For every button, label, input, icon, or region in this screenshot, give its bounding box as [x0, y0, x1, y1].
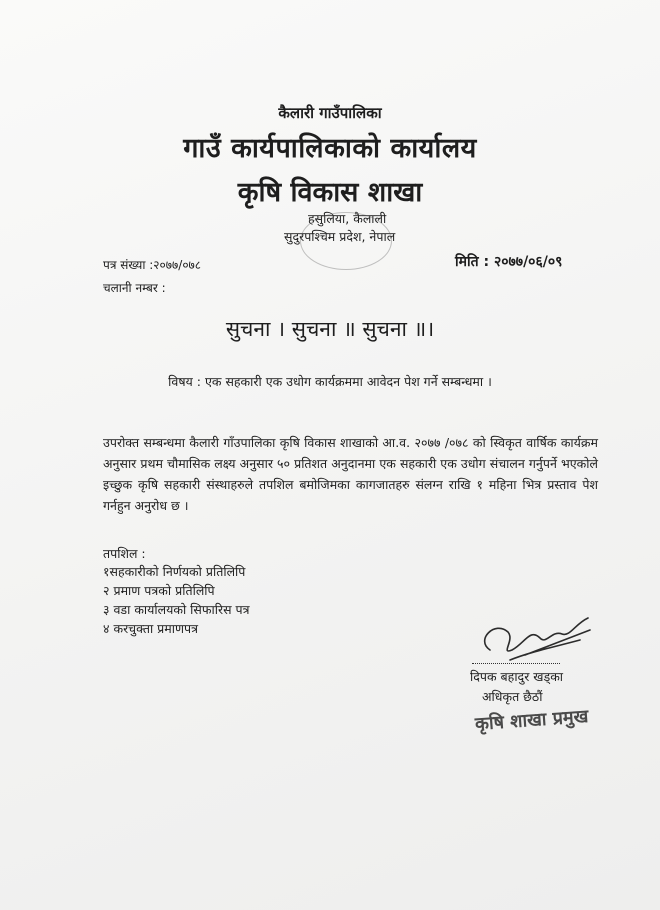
letter-body: उपरोक्त सम्बन्धमा कैलारी गाँउपालिका कृषि विकास शाखाको आ.व. २०७७ /०७८ को स्विकृत वार्षिक कार्यक्रम अनुसार प्रथम चौमासिक लक्ष्य अनुसार ५० प्रतिशत अनुदानमा एक सहकारी एक उधोग संचालन गर्नुपर्ने भएकोले इच्छुक कृषि सहकारी संस्थाहरुले तपशिल बमोजिमका कागजातहरु संलग्न राखि १ महिना भित्र प्रस्ताव पेश गर्नहुन अनुरोध छ । [103, 435, 598, 513]
list-item: २ प्रमाण पत्रको प्रतिलिपि [103, 583, 215, 598]
signatory-title: अधिकृत छैठौं [482, 689, 543, 704]
list-item: १सहकारीको निर्णयको प्रतिलिपि [103, 564, 246, 579]
office-title: गाउँ कार्यपालिकाको कार्यालय [183, 133, 477, 164]
address-line-2: सुदुरपश्चिम प्रदेश, नेपाल [284, 229, 396, 244]
list-item: ३ वडा कार्यालयको सिफारिस पत्र [103, 602, 250, 617]
signature-scribble [470, 610, 600, 670]
notice-title: सुचना । सुचना ॥ सुचना ॥। [225, 317, 435, 341]
office-seal [300, 212, 392, 270]
signature-line [472, 663, 560, 664]
branch-title: कृषि विकास शाखा [237, 177, 423, 208]
list-heading: तपशिल : [103, 546, 146, 561]
letter-number: पत्र संख्या :२०७७/०७८ [103, 258, 202, 272]
list-item: ४ करचुक्ता प्रमाणपत्र [103, 621, 199, 636]
address-line-1: हसुलिया, कैलाली [308, 211, 387, 226]
signatory-name: दिपक बहादुर खड्का [470, 669, 564, 684]
letter-date: मिति : २०७७/०६/०९ [455, 254, 563, 270]
municipality-name: कैलारी गाउँपालिका [278, 104, 382, 122]
letter-subject: विषय : एक सहकारी एक उधोग कार्यक्रममा आवेदन पेश गर्ने सम्बन्धमा । [168, 374, 492, 389]
designation-stamp: कृषि शाखा प्रमुख [474, 706, 590, 735]
dispatch-number: चलानी नम्बर : [103, 281, 166, 295]
